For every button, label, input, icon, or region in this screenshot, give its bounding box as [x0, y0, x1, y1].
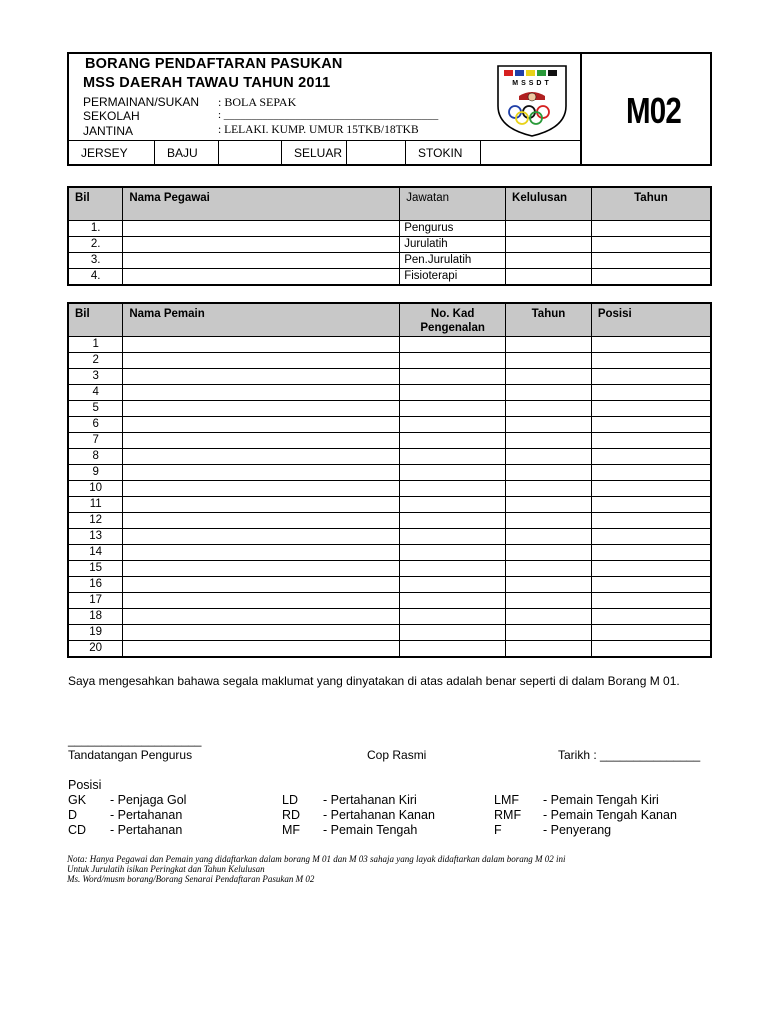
- player-posisi-cell[interactable]: [591, 352, 711, 368]
- player-tahun-cell[interactable]: [506, 448, 592, 464]
- official-tahun-cell[interactable]: [591, 236, 711, 252]
- header-kelulusan: Kelulusan: [506, 187, 592, 220]
- player-bil: 16: [68, 576, 123, 592]
- player-nama-cell[interactable]: [123, 560, 400, 576]
- official-bil: 4.: [68, 268, 123, 285]
- player-row: [68, 640, 711, 657]
- seluar-field[interactable]: [347, 141, 406, 165]
- official-nama-cell[interactable]: [123, 236, 400, 252]
- note-line: Nota: Hanya Pegawai dan Pemain yang didaftarkan dalam borang M 01 dan M 03 sahaja yang layak didaftarkan dalam borang M 02 ini: [67, 854, 566, 864]
- player-posisi-cell[interactable]: [591, 608, 711, 624]
- header-jawatan: Jawatan: [400, 187, 506, 220]
- posisi-desc: - Pertahanan: [110, 823, 183, 837]
- player-nama-cell[interactable]: [123, 352, 400, 368]
- player-bil: 2: [68, 352, 123, 368]
- player-row: [68, 576, 711, 592]
- player-tahun-cell[interactable]: [506, 624, 592, 640]
- official-row: [68, 268, 711, 285]
- player-posisi-cell[interactable]: [591, 576, 711, 592]
- player-posisi-cell[interactable]: [591, 512, 711, 528]
- player-row: [68, 352, 711, 368]
- official-bil: 1.: [68, 220, 123, 236]
- player-nama-cell[interactable]: [123, 368, 400, 384]
- player-tahun-cell[interactable]: [506, 464, 592, 480]
- player-nama-cell[interactable]: [123, 528, 400, 544]
- posisi-desc: - Pertahanan: [110, 808, 183, 822]
- header-tahun: Tahun: [506, 303, 592, 336]
- player-kad-cell[interactable]: [400, 464, 506, 480]
- logo-color-1: [515, 70, 524, 76]
- header-divider: [580, 54, 582, 164]
- player-tahun-cell[interactable]: [506, 352, 592, 368]
- player-tahun-cell[interactable]: [506, 576, 592, 592]
- posisi-title: Posisi: [68, 778, 102, 792]
- player-row: [68, 496, 711, 512]
- player-kad-cell[interactable]: [400, 384, 506, 400]
- player-row: [68, 448, 711, 464]
- player-posisi-cell[interactable]: [591, 432, 711, 448]
- posisi-code: LMF: [494, 793, 519, 807]
- official-kelulusan-cell[interactable]: [506, 268, 592, 285]
- header-bil: Bil: [68, 303, 123, 336]
- player-tahun-cell[interactable]: [506, 480, 592, 496]
- signature-pengurus-label: Tandatangan Pengurus: [68, 748, 193, 762]
- posisi-desc: - Pertahanan Kiri: [323, 793, 417, 807]
- stokin-field[interactable]: [481, 141, 580, 165]
- player-nama-cell[interactable]: [123, 576, 400, 592]
- player-bil: 9: [68, 464, 123, 480]
- player-nama-cell[interactable]: [123, 400, 400, 416]
- player-tahun-cell[interactable]: [506, 592, 592, 608]
- player-bil: 12: [68, 512, 123, 528]
- player-nama-cell[interactable]: [123, 464, 400, 480]
- player-posisi-cell[interactable]: [591, 416, 711, 432]
- player-nama-cell[interactable]: [123, 544, 400, 560]
- logo-color-2: [526, 70, 535, 76]
- player-tahun-cell[interactable]: [506, 544, 592, 560]
- seluar-label: SELUAR: [282, 141, 347, 165]
- player-row: [68, 464, 711, 480]
- player-kad-cell[interactable]: [400, 544, 506, 560]
- player-kad-cell[interactable]: [400, 528, 506, 544]
- player-row: [68, 416, 711, 432]
- header-nama-pegawai: Nama Pegawai: [123, 187, 400, 220]
- player-kad-cell[interactable]: [400, 400, 506, 416]
- header-nama-pemain: Nama Pemain: [123, 303, 400, 336]
- player-bil: 15: [68, 560, 123, 576]
- player-posisi-cell[interactable]: [591, 384, 711, 400]
- cop-rasmi-label: Cop Rasmi: [367, 748, 427, 762]
- player-row: [68, 560, 711, 576]
- logo-color-3: [537, 70, 546, 76]
- player-bil: 3: [68, 368, 123, 384]
- notes: [67, 854, 727, 884]
- player-nama-cell[interactable]: [123, 608, 400, 624]
- posisi-code: LD: [282, 793, 298, 807]
- player-posisi-cell[interactable]: [591, 448, 711, 464]
- logo-color-0: [504, 70, 513, 76]
- player-bil: 4: [68, 384, 123, 400]
- player-row: [68, 544, 711, 560]
- player-kad-cell[interactable]: [400, 560, 506, 576]
- player-tahun-cell[interactable]: [506, 432, 592, 448]
- player-bil: 14: [68, 544, 123, 560]
- player-row: [68, 592, 711, 608]
- posisi-desc: - Penjaga Gol: [110, 793, 187, 807]
- stokin-label: STOKIN: [406, 141, 481, 165]
- official-nama-cell[interactable]: [123, 252, 400, 268]
- official-tahun-cell[interactable]: [591, 268, 711, 285]
- field-value-sekolah[interactable]: : _______________________________________: [218, 109, 439, 121]
- player-posisi-cell[interactable]: [591, 528, 711, 544]
- player-bil: 6: [68, 416, 123, 432]
- posisi-desc: - Pemain Tengah Kanan: [543, 808, 677, 822]
- player-nama-cell[interactable]: [123, 640, 400, 657]
- logo-text: MSSDT: [512, 80, 552, 87]
- player-nama-cell[interactable]: [123, 512, 400, 528]
- player-kad-cell[interactable]: [400, 624, 506, 640]
- field-label-sekolah: SEKOLAH: [83, 109, 140, 123]
- player-nama-cell[interactable]: [123, 448, 400, 464]
- player-bil: 5: [68, 400, 123, 416]
- player-tahun-cell[interactable]: [506, 560, 592, 576]
- player-bil: 11: [68, 496, 123, 512]
- player-kad-cell[interactable]: [400, 448, 506, 464]
- signature-line[interactable]: ____________________: [68, 733, 202, 747]
- player-bil: 7: [68, 432, 123, 448]
- player-kad-cell[interactable]: [400, 336, 506, 352]
- header-posisi: Posisi: [591, 303, 711, 336]
- player-kad-cell[interactable]: [400, 608, 506, 624]
- field-label-jantina: JANTINA: [83, 124, 134, 138]
- posisi-code: CD: [68, 823, 87, 837]
- player-bil: 13: [68, 528, 123, 544]
- field-value-sukan: : BOLA SEPAK: [218, 95, 297, 109]
- player-posisi-cell[interactable]: [591, 592, 711, 608]
- player-posisi-cell[interactable]: [591, 560, 711, 576]
- player-row: [68, 480, 711, 496]
- player-posisi-cell[interactable]: [591, 400, 711, 416]
- player-bil: 20: [68, 640, 123, 657]
- player-kad-cell[interactable]: [400, 640, 506, 657]
- header-tahun: Tahun: [591, 187, 711, 220]
- player-posisi-cell[interactable]: [591, 640, 711, 657]
- player-tahun-cell[interactable]: [506, 384, 592, 400]
- officials-table: [67, 186, 712, 286]
- players-table: [67, 302, 712, 658]
- official-bil: 3.: [68, 252, 123, 268]
- form-subtitle: MSS DAERAH TAWAU TAHUN 2011: [83, 75, 331, 91]
- player-nama-cell[interactable]: [123, 336, 400, 352]
- header-kad-pengenalan: No. Kad Pengenalan: [400, 303, 506, 336]
- player-bil: 8: [68, 448, 123, 464]
- note-line: Ms. Word/musm borang/Borang Senarai Pendaftaran Pasukan M 02: [67, 874, 315, 884]
- form-title: BORANG PENDAFTARAN PASUKAN: [85, 56, 343, 72]
- official-tahun-cell[interactable]: [591, 220, 711, 236]
- player-nama-cell[interactable]: [123, 592, 400, 608]
- player-posisi-cell[interactable]: [591, 464, 711, 480]
- player-posisi-cell[interactable]: [591, 336, 711, 352]
- official-nama-cell[interactable]: [123, 220, 400, 236]
- player-tahun-cell[interactable]: [506, 512, 592, 528]
- field-value-jantina: : LELAKI. KUMP. UMUR 15TKB/18TKB: [218, 124, 419, 136]
- posisi-code: F: [494, 823, 502, 837]
- official-kelulusan-cell[interactable]: [506, 220, 592, 236]
- official-jawatan: Jurulatih: [400, 236, 506, 252]
- player-bil: 18: [68, 608, 123, 624]
- player-tahun-cell[interactable]: [506, 336, 592, 352]
- official-kelulusan-cell[interactable]: [506, 252, 592, 268]
- posisi-code: RMF: [494, 808, 522, 822]
- official-tahun-cell[interactable]: [591, 252, 711, 268]
- official-jawatan: Pengurus: [400, 220, 506, 236]
- player-nama-cell[interactable]: [123, 432, 400, 448]
- player-nama-cell[interactable]: [123, 496, 400, 512]
- posisi-desc: - Penyerang: [543, 823, 612, 837]
- player-kad-cell[interactable]: [400, 352, 506, 368]
- player-tahun-cell[interactable]: [506, 496, 592, 512]
- player-row: [68, 432, 711, 448]
- player-kad-cell[interactable]: [400, 368, 506, 384]
- player-nama-cell[interactable]: [123, 384, 400, 400]
- mssdt-logo: [495, 64, 569, 138]
- player-row: [68, 400, 711, 416]
- player-nama-cell[interactable]: [123, 480, 400, 496]
- player-tahun-cell[interactable]: [506, 608, 592, 624]
- player-row: [68, 384, 711, 400]
- player-kad-cell[interactable]: [400, 416, 506, 432]
- player-row: [68, 608, 711, 624]
- official-row: [68, 252, 711, 268]
- tarikh-field[interactable]: Tarikh : _______________: [558, 748, 701, 762]
- official-nama-cell[interactable]: [123, 268, 400, 285]
- player-kad-cell[interactable]: [400, 496, 506, 512]
- posisi-desc: - Pemain Tengah: [323, 823, 418, 837]
- player-kad-cell[interactable]: [400, 592, 506, 608]
- player-nama-cell[interactable]: [123, 416, 400, 432]
- player-tahun-cell[interactable]: [506, 416, 592, 432]
- player-posisi-cell[interactable]: [591, 496, 711, 512]
- posisi-code: RD: [282, 808, 301, 822]
- player-bil: 10: [68, 480, 123, 496]
- posisi-desc: - Pertahanan Kanan: [323, 808, 435, 822]
- note-line: Untuk Jurulatih isikan Peringkat dan Tahun Kelulusan: [67, 864, 265, 874]
- posisi-code: GK: [68, 793, 87, 807]
- player-row: [68, 528, 711, 544]
- field-label-sukan: PERMAINAN/SUKAN: [83, 95, 200, 109]
- jersey-row: [69, 140, 580, 165]
- official-row: [68, 220, 711, 236]
- jersey-label: JERSEY: [69, 141, 155, 165]
- official-bil: 2.: [68, 236, 123, 252]
- header-bil: Bil: [68, 187, 123, 220]
- form-code: M02: [626, 90, 681, 131]
- official-kelulusan-cell[interactable]: [506, 236, 592, 252]
- form-header: [67, 52, 712, 166]
- player-posisi-cell[interactable]: [591, 624, 711, 640]
- player-bil: 19: [68, 624, 123, 640]
- player-tahun-cell[interactable]: [506, 400, 592, 416]
- player-row: [68, 336, 711, 352]
- player-tahun-cell[interactable]: [506, 640, 592, 657]
- declaration-text: Saya mengesahkan bahawa segala maklumat yang dinyatakan di atas adalah benar seperti di dalam Borang M 01.: [68, 674, 680, 688]
- player-kad-cell[interactable]: [400, 432, 506, 448]
- posisi-desc: - Pemain Tengah Kiri: [543, 793, 659, 807]
- player-tahun-cell[interactable]: [506, 368, 592, 384]
- player-row: [68, 368, 711, 384]
- player-posisi-cell[interactable]: [591, 480, 711, 496]
- player-row: [68, 512, 711, 528]
- official-jawatan: Pen.Jurulatih: [400, 252, 506, 268]
- baju-label: BAJU: [155, 141, 219, 165]
- posisi-code: D: [68, 808, 78, 822]
- player-posisi-cell[interactable]: [591, 368, 711, 384]
- player-tahun-cell[interactable]: [506, 528, 592, 544]
- player-kad-cell[interactable]: [400, 576, 506, 592]
- logo-color-4: [548, 70, 557, 76]
- player-bil: 1: [68, 336, 123, 352]
- official-row: [68, 236, 711, 252]
- player-nama-cell[interactable]: [123, 624, 400, 640]
- posisi-code: MF: [282, 823, 301, 837]
- baju-field[interactable]: [219, 141, 282, 165]
- player-kad-cell[interactable]: [400, 512, 506, 528]
- player-kad-cell[interactable]: [400, 480, 506, 496]
- player-posisi-cell[interactable]: [591, 544, 711, 560]
- player-bil: 17: [68, 592, 123, 608]
- official-jawatan: Fisioterapi: [400, 268, 506, 285]
- player-row: [68, 624, 711, 640]
